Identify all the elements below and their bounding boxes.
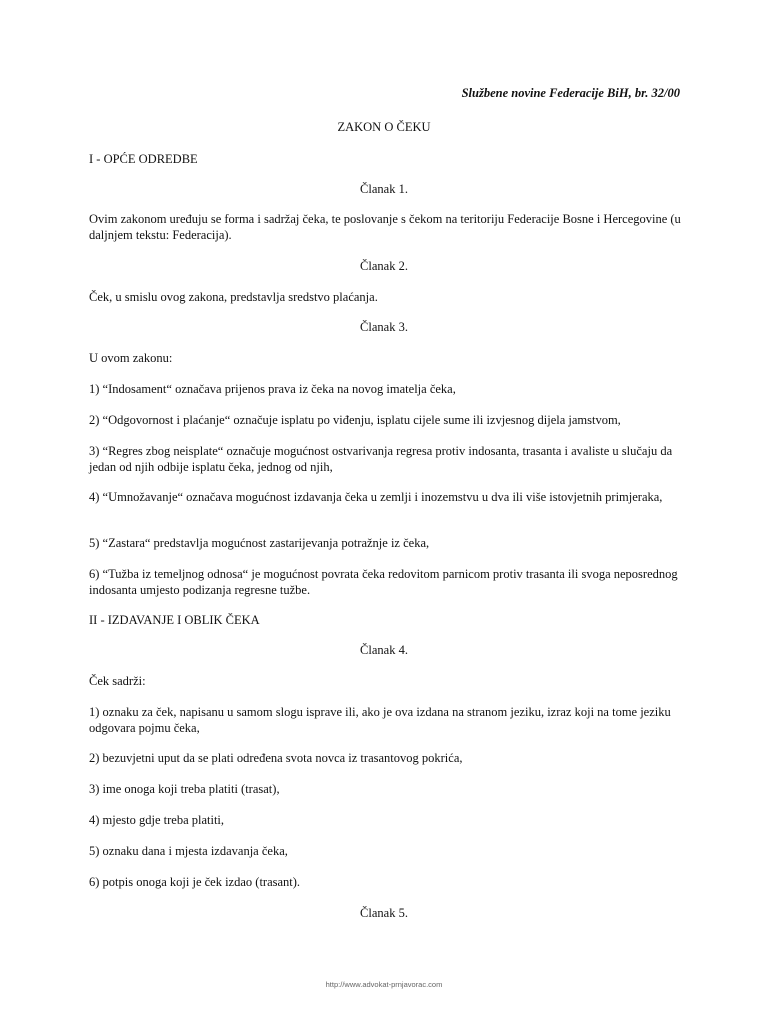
list-item: 6) potpis onoga koji je ček izdao (trasant).	[89, 875, 301, 889]
section-heading-general: I - OPĆE ODREDBE	[89, 152, 198, 166]
list-item: 2) bezuvjetni uput da se plati određena svota novca iz trasantovog pokrića,	[89, 751, 463, 765]
footer-url: http://www.advokat-prnjavorac.com	[325, 980, 443, 989]
article-2-text: Ček, u smislu ovog zakona, predstavlja sredstvo plaćanja.	[89, 290, 378, 304]
gazette-reference: Službene novine Federacije BiH, br. 32/00	[461, 86, 680, 100]
article-heading-4: Članak 4.	[360, 643, 408, 657]
list-item: 4) mjesto gdje treba platiti,	[89, 813, 225, 827]
article-1-text: Ovim zakonom uređuju se forma i sadržaj čeka, te poslovanje s čekom na teritoriju Federacije Bosne i Hercegovine (u daljnjem tekstu: Federacija).	[89, 212, 681, 242]
article-3-intro: U ovom zakonu:	[89, 351, 173, 365]
article-heading-3: Članak 3.	[360, 320, 408, 334]
list-item: 1) “Indosament“ označava prijenos prava iz čeka na novog imatelja čeka,	[89, 382, 456, 396]
list-item: 1) oznaku za ček, napisanu u samom slogu isprave ili, ako je ova izdana na stranom jeziku, izraz koji na tome jeziku odgovara pojmu čeka,	[89, 705, 671, 735]
list-item: 5) oznaku dana i mjesta izdavanja čeka,	[89, 844, 288, 858]
list-item: 3) ime onoga koji treba platiti (trasat),	[89, 782, 280, 796]
list-item: 4) “Umnožavanje“ označava mogućnost izdavanja čeka u zemlji i inozemstvu u dva ili više istovjetnih primjeraka,	[89, 490, 663, 504]
article-heading-2: Članak 2.	[360, 259, 408, 273]
list-item: 5) “Zastara“ predstavlja mogućnost zastarijevanja potražnje iz čeka,	[89, 536, 430, 550]
article-heading-5: Članak 5.	[360, 906, 408, 920]
list-item: 6) “Tužba iz temeljnog odnosa“ je mogućnost povrata čeka redovitom parnicom protiv trasanta ili svoga neposrednog indosanta umjesto podizanja regresne tužbe.	[89, 567, 678, 597]
list-item: 2) “Odgovornost i plaćanje“ označuje isplatu po viđenju, isplatu cijele sume ili izvjesnog dijela jamstvom,	[89, 413, 621, 427]
article-4-intro: Ček sadrži:	[89, 674, 146, 688]
article-heading-1: Članak 1.	[360, 182, 408, 196]
section-heading-issuance: II - IZDAVANJE I OBLIK ČEKA	[89, 613, 260, 627]
law-title: ZAKON O ČEKU	[337, 120, 431, 134]
list-item: 3) “Regres zbog neisplate“ označuje mogućnost ostvarivanja regresa protiv indosanta, trasanta i avaliste u slučaju da jedan od njih odbije isplatu čeka, jednog od njih,	[89, 444, 673, 474]
